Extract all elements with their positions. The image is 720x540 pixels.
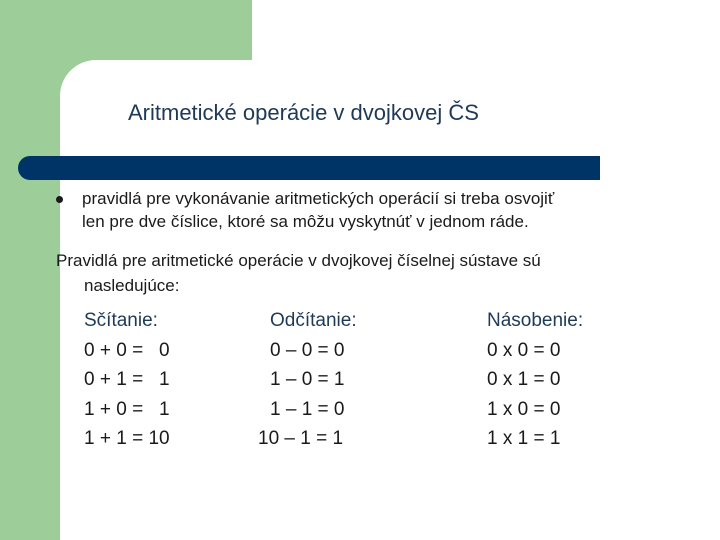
decor-green-left bbox=[0, 0, 60, 540]
bullet-dot-icon bbox=[56, 196, 63, 203]
slide-title: Aritmetické operácie v dvojkovej ČS bbox=[128, 100, 479, 125]
bullet-text-line1: pravidlá pre vykonávanie aritmetických operácií si treba osvojiť bbox=[82, 189, 555, 208]
intro-line2: nasledujúce: bbox=[84, 276, 180, 295]
addition-row: 0 + 0 = 0 bbox=[84, 339, 170, 361]
subtraction-heading: Odčítanie: bbox=[270, 310, 357, 331]
addition-row: 1 + 0 = 1 bbox=[84, 398, 170, 420]
intro-line1: Pravidlá pre aritmetické operácie v dvojkovej číselnej sústave sú bbox=[56, 251, 541, 270]
subtraction-row: 10 – 1 = 1 bbox=[258, 428, 344, 449]
intro-paragraph bbox=[56, 248, 676, 298]
subtraction-column bbox=[258, 306, 357, 454]
subtraction-row: 0 – 0 = 0 bbox=[270, 339, 345, 361]
bullet-text-line2: len pre dve číslice, ktoré sa môžu vyskytnúť v jednom ráde. bbox=[82, 212, 529, 231]
addition-row: 1 + 1 = 10 bbox=[84, 428, 170, 449]
subtraction-row: 1 – 1 = 0 bbox=[270, 398, 345, 420]
subtraction-row: 1 – 0 = 1 bbox=[270, 369, 345, 390]
title-divider-bar bbox=[18, 156, 600, 180]
multiplication-heading: Násobenie: bbox=[487, 310, 584, 331]
bullet-text bbox=[82, 187, 702, 233]
multiplication-row: 0 x 1 = 0 bbox=[487, 369, 561, 390]
addition-row: 0 + 1 = 1 bbox=[84, 369, 170, 390]
multiplication-row: 1 x 0 = 0 bbox=[487, 398, 561, 420]
content-panel bbox=[60, 60, 720, 540]
multiplication-row: 1 x 1 = 1 bbox=[487, 428, 561, 449]
addition-column bbox=[84, 306, 170, 454]
addition-heading: Sčítanie: bbox=[84, 310, 158, 331]
multiplication-row: 0 x 0 = 0 bbox=[487, 339, 561, 361]
multiplication-column bbox=[487, 306, 583, 454]
